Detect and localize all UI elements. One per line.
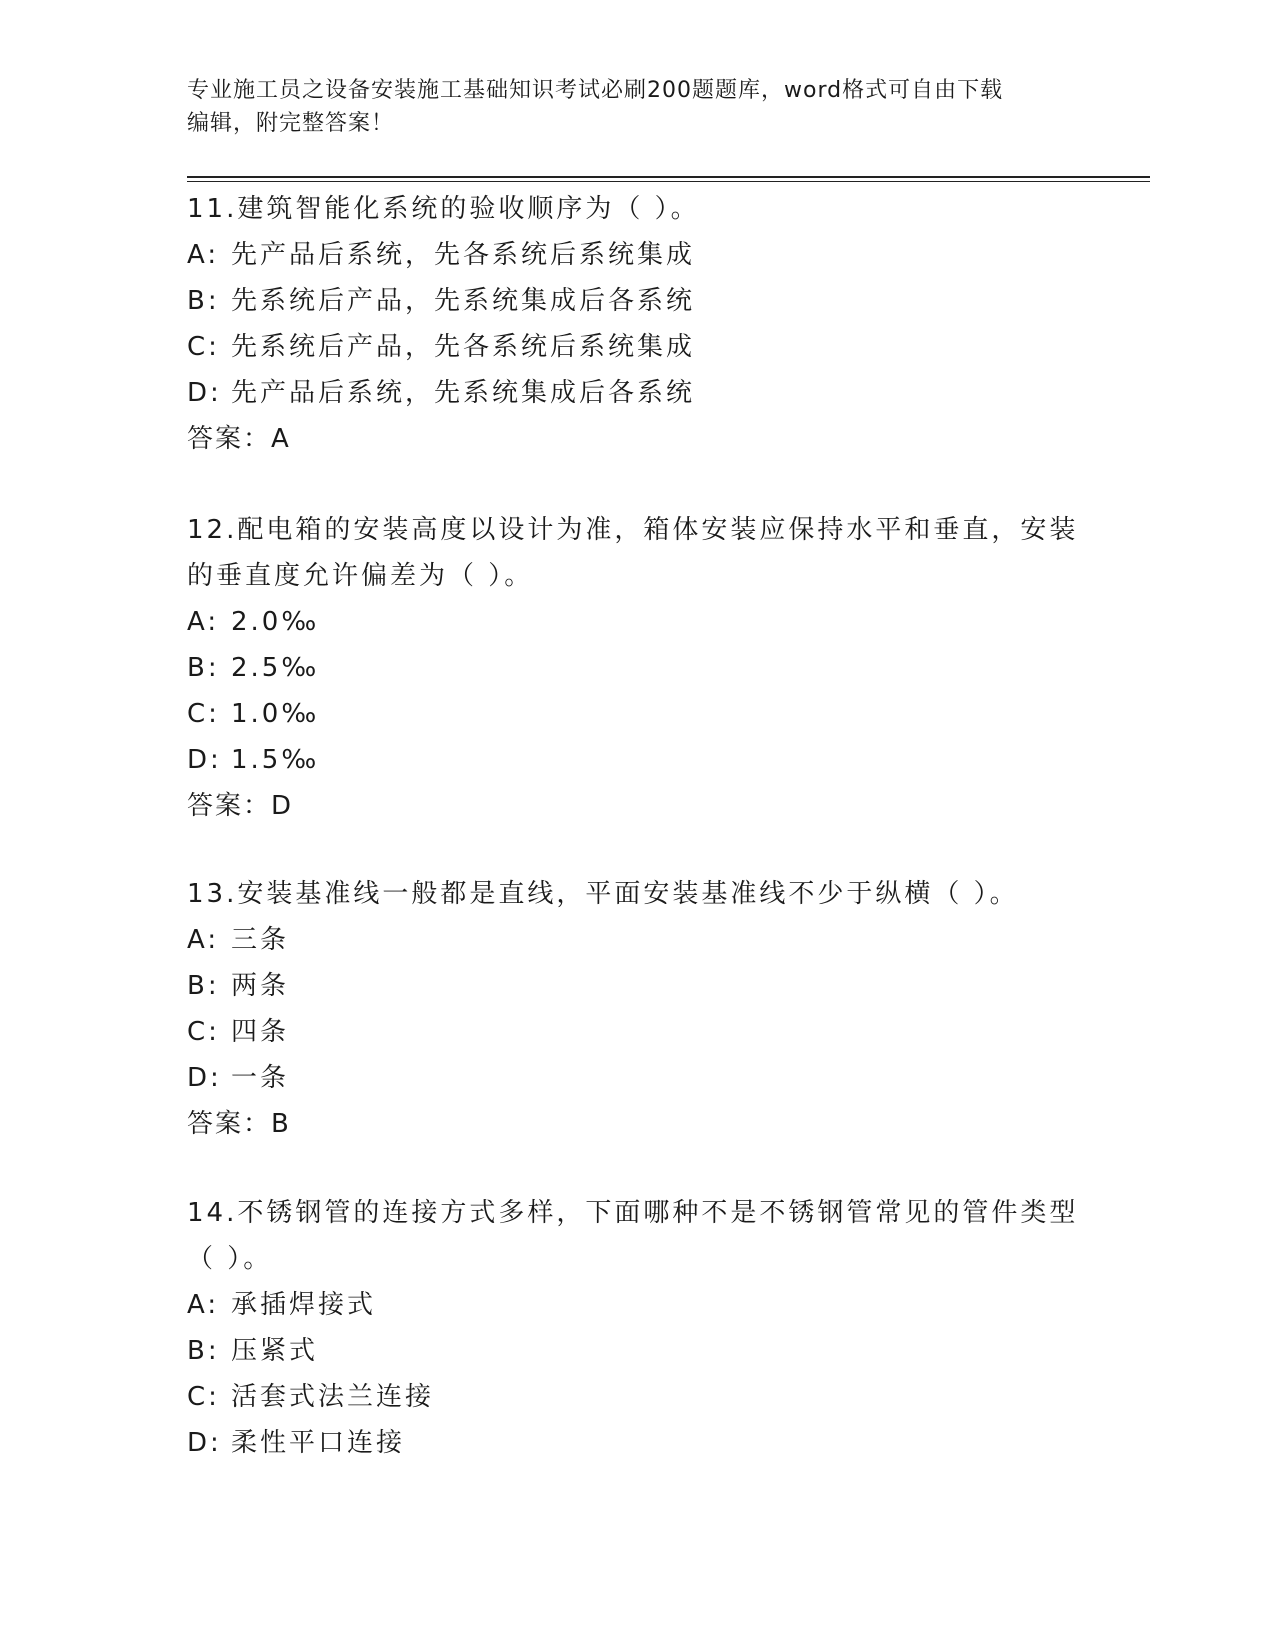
- question-stem-line: 12.配电箱的安装高度以设计为准，箱体安装应保持水平和垂直，安装: [187, 515, 1079, 545]
- option-letter: D:: [187, 378, 222, 408]
- option-text: 两条: [231, 971, 290, 1001]
- option-text: 四条: [231, 1017, 290, 1047]
- option-letter: D:: [187, 1428, 222, 1458]
- option-b: [187, 278, 1087, 324]
- question-stem-line: 11.建筑智能化系统的验收顺序为（ ）。: [187, 194, 700, 224]
- option-d: [187, 737, 1087, 783]
- header-divider-thin: [187, 181, 1150, 182]
- option-letter: C:: [187, 1017, 220, 1047]
- question-stem-line: （ ）。: [187, 1244, 273, 1274]
- option-letter: A:: [187, 240, 220, 270]
- option-c: [187, 1374, 1087, 1420]
- option-b: [187, 645, 1087, 691]
- option-text: 先产品后系统，先各系统后系统集成: [231, 240, 696, 270]
- question-stem: [187, 186, 1087, 232]
- answer-line: 答案：B: [187, 1109, 291, 1139]
- option-letter: D:: [187, 1063, 222, 1093]
- option-letter: B:: [187, 653, 220, 683]
- answer-line: 答案：A: [187, 424, 291, 454]
- question-stem-line: 的垂直度允许偏差为（ ）。: [187, 561, 534, 591]
- option-letter: D:: [187, 745, 222, 775]
- question-stem: [187, 1190, 1087, 1282]
- option-text: 一条: [231, 1063, 290, 1093]
- question-stem: [187, 507, 1087, 599]
- option-letter: B:: [187, 1336, 220, 1366]
- option-text: 柔性平口连接: [231, 1428, 406, 1458]
- option-text: 先系统后产品，先各系统后系统集成: [231, 332, 696, 362]
- option-text: 1.5‰: [231, 745, 320, 775]
- option-letter: C:: [187, 699, 220, 729]
- header-divider-thick: [187, 176, 1150, 178]
- option-letter: A:: [187, 925, 220, 955]
- option-letter: A:: [187, 1290, 220, 1320]
- option-d: [187, 370, 1087, 416]
- option-d: [187, 1055, 1087, 1101]
- question-stem-line: 13.安装基准线一般都是直线，平面安装基准线不少于纵横（ ）。: [187, 879, 1019, 909]
- option-letter: C:: [187, 1382, 220, 1412]
- question-14: [187, 1190, 1087, 1466]
- option-text: 压紧式: [231, 1336, 319, 1366]
- document-title-line-1: 专业施工员之设备安装施工基础知识考试必刷200题题库，word格式可自由下载: [187, 78, 1004, 103]
- answer-line: 答案：D: [187, 791, 294, 821]
- option-letter: B:: [187, 286, 220, 316]
- option-text: 活套式法兰连接: [231, 1382, 435, 1412]
- option-c: [187, 324, 1087, 370]
- option-text: 2.0‰: [231, 607, 320, 637]
- option-letter: A:: [187, 607, 220, 637]
- option-text: 2.5‰: [231, 653, 320, 683]
- option-text: 先产品后系统，先系统集成后各系统: [231, 378, 696, 408]
- option-letter: B:: [187, 971, 220, 1001]
- question-stem-line: 14.不锈钢管的连接方式多样，下面哪种不是不锈钢管常见的管件类型: [187, 1198, 1079, 1228]
- option-c: [187, 1009, 1087, 1055]
- option-text: 先系统后产品，先系统集成后各系统: [231, 286, 696, 316]
- document-header: [187, 74, 1087, 140]
- option-text: 三条: [231, 925, 290, 955]
- question-13: [187, 871, 1087, 1147]
- option-text: 承插焊接式: [231, 1290, 377, 1320]
- option-b: [187, 963, 1087, 1009]
- option-a: [187, 232, 1087, 278]
- option-c: [187, 691, 1087, 737]
- option-a: [187, 1282, 1087, 1328]
- document-title-line-2: 编辑，附完整答案！: [187, 111, 395, 136]
- option-a: [187, 917, 1087, 963]
- option-text: 1.0‰: [231, 699, 320, 729]
- question-stem: [187, 871, 1087, 917]
- question-11: [187, 186, 1087, 462]
- question-12: [187, 507, 1087, 829]
- option-letter: C:: [187, 332, 220, 362]
- option-d: [187, 1420, 1087, 1466]
- option-b: [187, 1328, 1087, 1374]
- option-a: [187, 599, 1087, 645]
